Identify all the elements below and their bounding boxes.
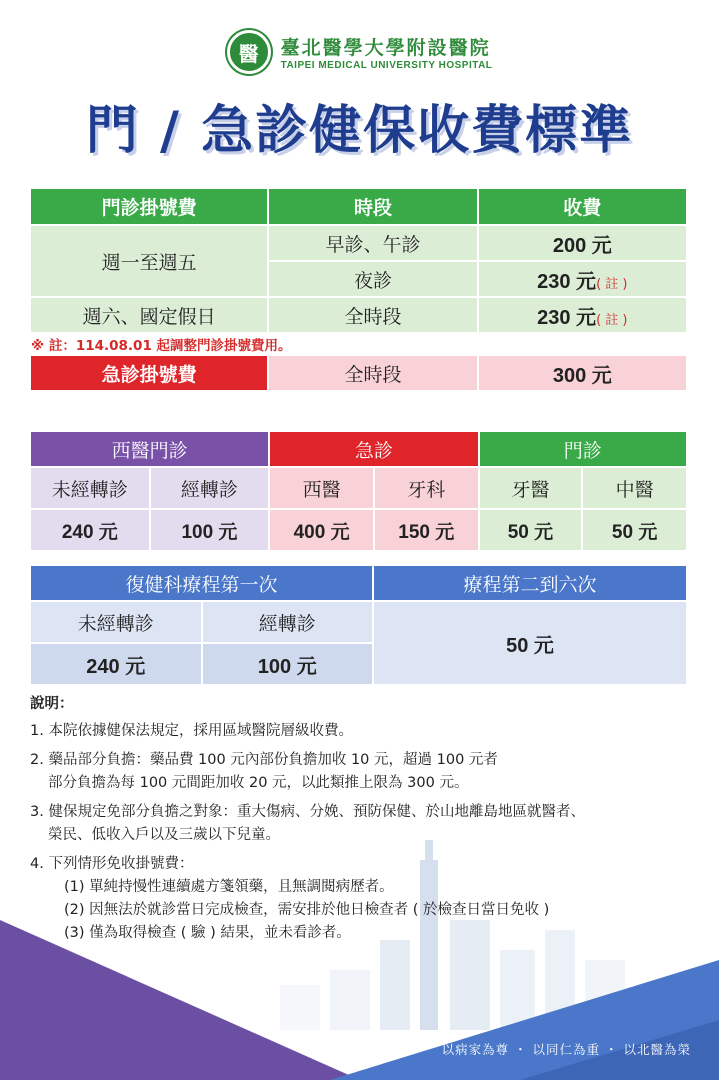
col-header-time: 時段: [268, 188, 477, 225]
group-outpatient: 門診: [479, 431, 687, 467]
note-1: 1. 本院依據健保法規定，採用區域醫院層級收費。: [30, 723, 353, 739]
note-4: 4. 下列情形免收掛號費：: [30, 856, 194, 872]
value-unreferred: 240 元: [30, 509, 150, 551]
fee-value: 230 元: [537, 306, 597, 329]
note-2: 2. 藥品部分負擔：藥品費 100 元內部份負擔加收 10 元，超過 100 元者: [30, 752, 498, 768]
er-fee-value: 300 元: [552, 364, 612, 387]
col-header-fee: 收費: [478, 188, 687, 225]
er-fee-cell: [478, 355, 687, 391]
slot-morning-afternoon: 早診、午診: [268, 225, 477, 261]
value-er-western: 400 元: [269, 509, 374, 551]
hospital-name-zh: 臺北醫學大學附設醫院: [280, 37, 491, 59]
explanation-notes: [30, 693, 700, 945]
fee-note: ( 註 ): [596, 276, 628, 292]
note-3: 3. 健保規定免部分負擔之對象：重大傷病、分娩、預防保健、於山地離島地區就醫者、: [30, 804, 585, 820]
hospital-logo-icon: [227, 30, 271, 74]
group-western-outpatient: 西醫門診: [30, 431, 269, 467]
er-registration-label: 急診掛號費: [30, 355, 268, 391]
day-weekend-holiday: 週六、國定假日: [30, 297, 268, 333]
subhead-chinese-medicine: 中醫: [582, 467, 687, 509]
fee-cell: [478, 225, 687, 261]
note-4-1: (1) 單純持慢性連續處方箋領藥，且無調閱病歷者。: [64, 879, 394, 895]
fee-cell: [478, 297, 687, 333]
rehab-later-header: 療程第二到六次: [373, 565, 687, 601]
group-emergency: 急診: [269, 431, 478, 467]
rehab-later-fee: 50 元: [373, 601, 687, 685]
note-4-3: (3) 僅為取得檢查 ( 驗 ) 結果，並未看診者。: [64, 925, 351, 941]
building-shape: [500, 950, 535, 1030]
note-3-cont: 榮民、低收入戶以及三歲以下兒童。: [48, 827, 280, 843]
subhead-referred: 經轉診: [150, 467, 270, 509]
notes-title: 說明：: [30, 696, 74, 712]
er-slot: 全時段: [268, 355, 477, 391]
fee-cell: [478, 261, 687, 297]
rehab-subhead-unreferred: 未經轉診: [30, 601, 202, 643]
subhead-dental: 牙科: [374, 467, 479, 509]
value-referred: 100 元: [150, 509, 270, 551]
logo-mark-text: 醫: [238, 41, 259, 66]
day-weekday: 週一至週五: [30, 225, 268, 297]
building-shape: [330, 970, 370, 1030]
rehab-value-unreferred: 240 元: [30, 643, 202, 685]
rehab-subhead-referred: 經轉診: [202, 601, 374, 643]
page-title: 門 / 急診健保收費標準: [85, 101, 634, 161]
slot-all-day: 全時段: [268, 297, 477, 333]
fee-note: ( 註 ): [596, 312, 628, 328]
note-4-2: (2) 因無法於就診當日完成檢查，需安排於他日檢查者 ( 於檢查日當日免收 ): [64, 902, 550, 918]
copayment-table: [29, 430, 688, 552]
subhead-western: 西醫: [269, 467, 374, 509]
hospital-name: [281, 33, 493, 71]
building-shape: [380, 940, 410, 1030]
hospital-header: [0, 30, 719, 74]
subhead-dentistry: 牙醫: [479, 467, 583, 509]
note-2-cont: 部分負擔為每 100 元間距加收 20 元，以此類推上限為 300 元。: [48, 775, 469, 791]
building-shape: [280, 985, 320, 1030]
value-dentistry: 50 元: [479, 509, 583, 551]
fee-value: 230 元: [537, 270, 597, 293]
rehab-value-referred: 100 元: [202, 643, 374, 685]
col-header-outpatient: 門診掛號費: [30, 188, 268, 225]
hospital-name-en: TAIPEI MEDICAL UNIVERSITY HOSPITAL: [280, 60, 493, 71]
fee-footnote: ※ 註：114.08.01 起調整門診掛號費用。: [30, 333, 687, 355]
hospital-slogan: 以病家為尊 ・ 以同仁為重 ・ 以北醫為榮: [441, 1042, 691, 1057]
value-chinese-medicine: 50 元: [582, 509, 687, 551]
subhead-unreferred: 未經轉診: [30, 467, 150, 509]
rehab-first-header: 復健科療程第一次: [30, 565, 373, 601]
fee-value: 200 元: [552, 234, 612, 257]
registration-fee-table: [29, 187, 688, 392]
rehab-fee-table: [29, 564, 688, 686]
value-er-dental: 150 元: [374, 509, 479, 551]
slot-night: 夜診: [268, 261, 477, 297]
